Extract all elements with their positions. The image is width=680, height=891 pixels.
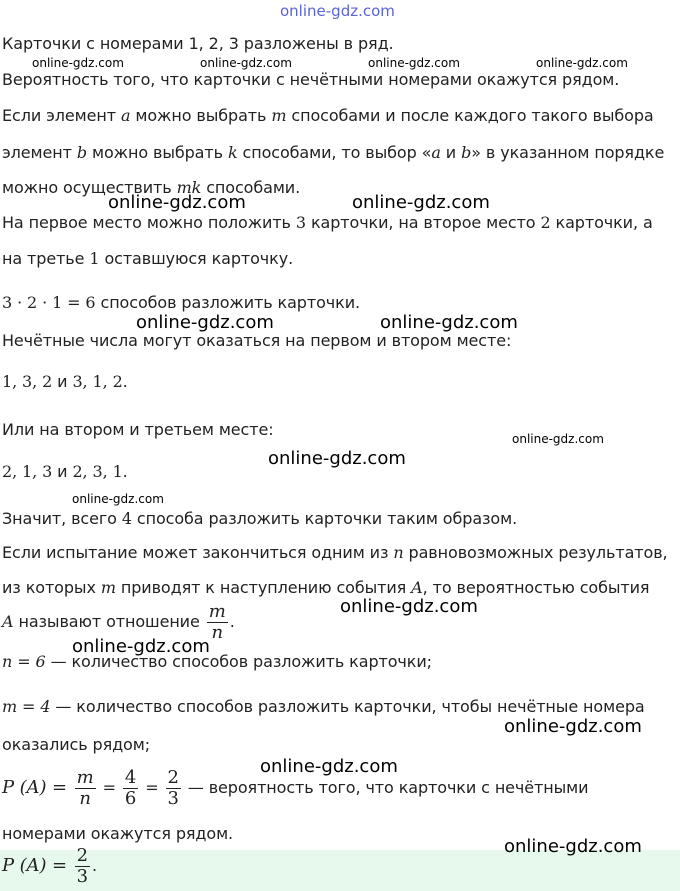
- text-line-7: [2, 249, 293, 268]
- fraction-m-over-n: [75, 768, 96, 809]
- math-var: k: [227, 143, 238, 162]
- text-span: На первое место можно положить: [2, 213, 296, 232]
- watermark-top: online-gdz.com: [280, 2, 395, 20]
- text-span: элемент: [2, 143, 77, 162]
- text-span: и: [52, 372, 73, 391]
- math-expression: 1, 3, 2: [2, 372, 53, 391]
- text-span: на третье: [2, 249, 90, 268]
- text-span: способов разложить карточки.: [95, 293, 360, 312]
- text-span: Или на втором и третьем месте:: [2, 420, 274, 439]
- watermark: online-gdz.com: [72, 636, 210, 657]
- text-line-13: [2, 509, 517, 528]
- fraction-numerator: 2: [76, 845, 88, 866]
- math-expression: 3, 1, 2.: [72, 372, 128, 391]
- math-expression: 3 · 2 · 1 = 6: [2, 293, 96, 312]
- math-expression: 2, 1, 3: [2, 462, 53, 481]
- text-line-15: [2, 578, 649, 597]
- math-var: m: [100, 578, 116, 597]
- text-line-2: [2, 70, 619, 89]
- watermark: online-gdz.com: [340, 596, 478, 617]
- text-line-9: [2, 331, 511, 350]
- text-span: — вероятность того, что карточки с нечётными: [182, 778, 589, 797]
- text-span: можно выбрать: [87, 143, 228, 162]
- text-span: — количество способов разложить карточки, чтобы нечётные номера: [50, 697, 645, 716]
- watermark: online-gdz.com: [108, 192, 246, 213]
- text-span: , то вероятностью события: [422, 578, 650, 597]
- math-var: m: [271, 106, 287, 125]
- question-text: Вероятность того, что карточки с нечётными номерами окажутся рядом.: [2, 70, 620, 89]
- text-span: карточки, а: [550, 213, 653, 232]
- watermark: online-gdz.com: [504, 716, 642, 737]
- watermark: online-gdz.com: [268, 448, 406, 469]
- math-var: n: [393, 543, 404, 562]
- text-span: из которых: [2, 578, 101, 597]
- math-var: a: [431, 143, 441, 162]
- text-span: номерами окажутся рядом.: [2, 824, 234, 843]
- text-span: и: [440, 143, 462, 162]
- fraction-denominator: 6: [124, 788, 137, 809]
- text-span: и: [52, 462, 73, 481]
- math-var: a: [120, 106, 131, 125]
- text-line-19: [2, 735, 150, 754]
- text-span: оказались рядом;: [2, 735, 151, 754]
- watermark: online-gdz.com: [352, 192, 490, 213]
- fraction-numerator: m: [76, 767, 94, 788]
- math-num: 4: [121, 509, 132, 528]
- text-span: Если испытание может закончиться одним из: [2, 543, 394, 562]
- fraction-numerator: 2: [167, 767, 179, 788]
- text-span: .: [229, 612, 235, 631]
- text-line-3: [2, 106, 654, 125]
- watermark: online-gdz.com: [380, 312, 518, 333]
- text-span: — количество способов разложить карточки;: [45, 652, 432, 671]
- math-expression: m = 4: [2, 697, 51, 716]
- watermark: online-gdz.com: [260, 756, 398, 777]
- text-span: способами, то выбор «: [237, 143, 432, 162]
- text-span: равновозможных результатов,: [403, 543, 668, 562]
- watermark: online-gdz.com: [200, 56, 292, 70]
- text-line-8: [2, 293, 360, 312]
- statement-text: Карточки с номерами 1, 2, 3 разложены в ряд.: [2, 34, 394, 53]
- watermark: online-gdz.com: [504, 836, 642, 857]
- text-span: .: [91, 856, 97, 875]
- text-line-17: [2, 652, 432, 671]
- fraction-numerator: m: [208, 601, 226, 622]
- text-line-6: [2, 213, 653, 232]
- text-span: способами и после каждого такого выбора: [286, 106, 654, 125]
- math-num: 2: [540, 213, 551, 232]
- text-span: способами.: [201, 178, 301, 197]
- math-expression: P (A) =: [2, 855, 73, 876]
- math-num: 3: [295, 213, 306, 232]
- watermark: online-gdz.com: [368, 56, 460, 70]
- text-line-1: [2, 34, 394, 53]
- fraction-2-over-3: [75, 846, 90, 887]
- math-var: A: [411, 578, 423, 597]
- text-line-21: [2, 824, 233, 843]
- math-var: A: [2, 612, 14, 631]
- math-num: 1: [89, 249, 100, 268]
- math-expression: P (A) =: [2, 777, 73, 798]
- text-span: можно выбрать: [130, 106, 272, 125]
- text-span: можно осуществить: [2, 178, 177, 197]
- math-var: b: [76, 143, 87, 162]
- fraction-denominator: n: [79, 788, 91, 809]
- watermark: online-gdz.com: [512, 432, 604, 446]
- math-var: mk: [176, 178, 202, 197]
- fraction-denominator: 3: [167, 788, 179, 809]
- math-var: b: [461, 143, 472, 162]
- watermark: online-gdz.com: [72, 492, 164, 506]
- text-line-10: [2, 372, 128, 391]
- fraction-numerator: 4: [124, 767, 137, 788]
- fraction-denominator: n: [211, 622, 223, 643]
- watermark: online-gdz.com: [536, 56, 628, 70]
- text-span: называют отношение: [13, 612, 205, 631]
- text-span: Нечётные числа могут оказаться на первом и втором месте:: [2, 331, 512, 350]
- text-line-4: [2, 143, 664, 162]
- watermark: online-gdz.com: [32, 56, 124, 70]
- text-line-14: [2, 543, 668, 562]
- text-span: Если элемент: [2, 106, 121, 125]
- text-span: способа разложить карточки таким образом.: [131, 509, 518, 528]
- text-line-18: [2, 697, 645, 716]
- text-span: карточки, на второе место: [305, 213, 541, 232]
- fraction-denominator: 3: [76, 866, 88, 887]
- math-equals: =: [97, 778, 121, 797]
- fraction-4-over-6: [123, 768, 138, 809]
- text-span: оставшуюся карточку.: [99, 249, 294, 268]
- watermark: online-gdz.com: [136, 312, 274, 333]
- fraction-2-over-3: [166, 768, 181, 809]
- text-line-12: [2, 462, 128, 481]
- answer-line: [2, 846, 97, 887]
- math-expression: 2, 3, 1.: [72, 462, 128, 481]
- math-equals: =: [140, 778, 164, 797]
- text-span: приводят к наступлению события: [115, 578, 412, 597]
- text-line-11: [2, 420, 274, 439]
- text-span: » в указанном порядке: [471, 143, 665, 162]
- text-span: Значит, всего: [2, 509, 122, 528]
- math-expression: n = 6: [2, 652, 46, 671]
